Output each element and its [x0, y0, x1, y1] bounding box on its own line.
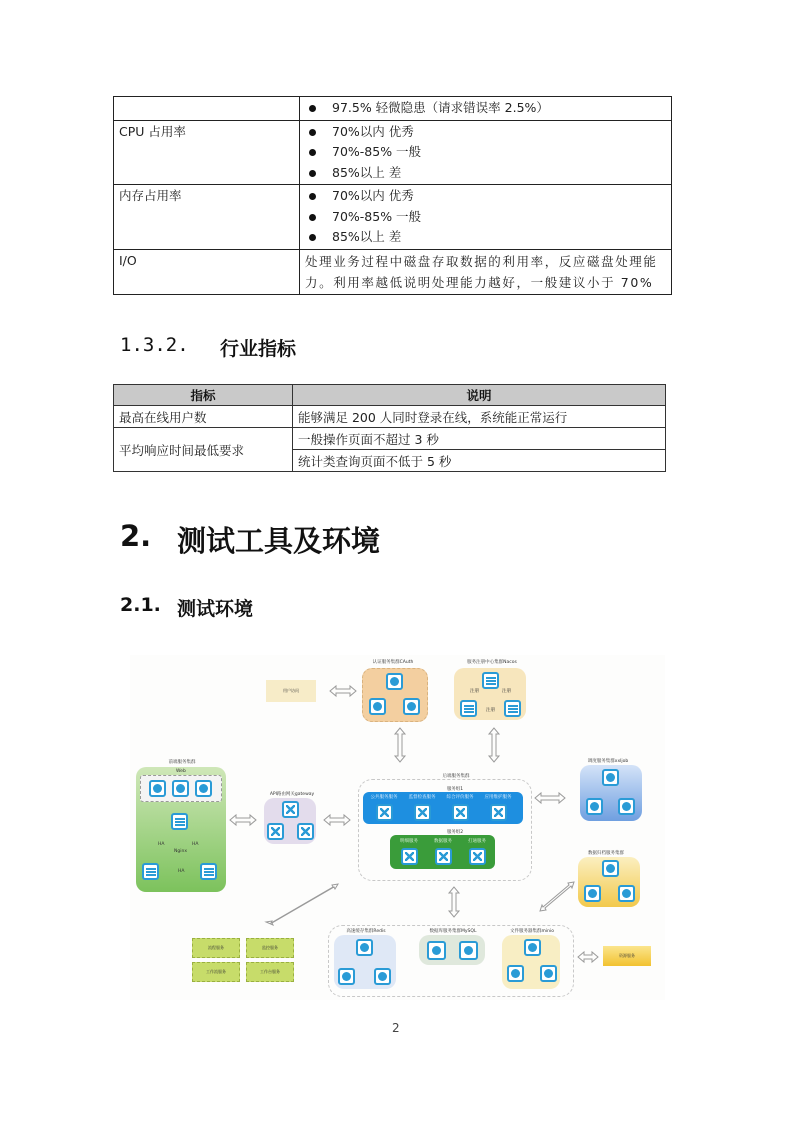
file-server-icon: [507, 965, 524, 982]
service-icon: [401, 848, 418, 865]
table-header-row: [114, 385, 666, 406]
scheduler-icon: [602, 769, 619, 786]
indicator-desc: 统计类查询页面不低于 5 秒: [293, 450, 666, 472]
heading-number: 1.3.2.: [120, 334, 189, 356]
workflow-service: 工作流服务: [192, 962, 240, 982]
service-label: 监督检查服务: [408, 795, 436, 800]
archive-cluster-label: 数据归档服务集群: [588, 851, 624, 856]
gateway-cluster-label: API路由网关gateway: [269, 792, 315, 797]
web-server-icon: [172, 780, 189, 797]
architecture-diagram: [130, 655, 665, 1000]
auth-server-icon: [369, 698, 386, 715]
heading-number: 2.1.: [120, 594, 161, 616]
archive-icon: [602, 860, 619, 877]
metric-name: CPU 占用率: [114, 120, 300, 185]
table-row: [114, 185, 672, 250]
bullet-item: 85%以上 差: [305, 163, 666, 184]
heading-number: 2.: [120, 519, 152, 553]
service-group1-label: 服务组1: [446, 787, 464, 792]
service-icon: [414, 804, 431, 821]
heading-title: 测试环境: [177, 598, 254, 620]
indicator-name: 平均响应时间最低要求: [114, 428, 293, 472]
file-server-icon: [524, 939, 541, 956]
table-row: [114, 428, 666, 450]
column-header: 说明: [293, 385, 666, 406]
nginx-label: Nginx: [174, 849, 187, 854]
registry-server-icon: [482, 672, 499, 689]
service-label: 综合评价服务: [446, 795, 474, 800]
metric-name: I/O: [114, 249, 300, 294]
auth-server-icon: [403, 698, 420, 715]
gateway-icon: [282, 801, 299, 818]
table-row: [114, 406, 666, 428]
section-heading-1-3-2: [120, 334, 297, 360]
nginx-icon: [142, 863, 159, 880]
bullet-item: 70%以内 优秀: [305, 122, 666, 143]
section-heading-2: [120, 519, 381, 558]
workbench-service: 工作台服务: [246, 962, 294, 982]
service-group2: [390, 835, 495, 869]
industry-table: [113, 384, 666, 472]
bullet-item: 85%以上 差: [305, 227, 666, 248]
metric-desc: [300, 120, 672, 185]
gateway-icon: [267, 823, 284, 840]
archive-icon: [584, 885, 601, 902]
metric-desc: [300, 97, 672, 121]
metric-name: 内存占用率: [114, 185, 300, 250]
registry-server-icon: [460, 700, 477, 717]
web-server-icon: [195, 780, 212, 797]
bullet-item: 70%-85% 一般: [305, 207, 666, 228]
user-access-node: 用户访问: [266, 680, 316, 702]
file-server-icon: [540, 965, 557, 982]
indicator-name: 最高在线用户数: [114, 406, 293, 428]
edge-label: HA: [192, 842, 199, 847]
frontend-cluster: [136, 767, 226, 892]
metric-name: [114, 97, 300, 121]
auth-cluster-label: 认证服务集群CAuth: [372, 660, 414, 665]
service-icon: [490, 804, 507, 821]
service-group2-label: 服务组2: [446, 830, 464, 835]
registry-cluster: [454, 668, 526, 720]
service-icon: [376, 804, 393, 821]
scheduler-cluster: [580, 765, 642, 821]
registry-server-icon: [504, 700, 521, 717]
service-group1: [363, 792, 523, 824]
bullet-item: 97.5% 轻微隐患（请求错误率 2.5%）: [305, 98, 666, 119]
cache-cluster: [334, 935, 396, 989]
archive-cluster: [578, 857, 640, 907]
db-cluster-label: 数据库服务集群MySQL: [429, 929, 477, 934]
cache-icon: [338, 968, 355, 985]
gateway-cluster: [264, 798, 316, 844]
indicator-desc: 能够满足 200 人同时登录在线，系统能正常运行: [293, 406, 666, 428]
metric-desc: [300, 185, 672, 250]
column-header: 指标: [114, 385, 293, 406]
database-icon: [459, 941, 478, 960]
scheduler-cluster-label: 调度服务集群xxljob: [587, 759, 629, 764]
db-cluster: [419, 935, 485, 965]
edge-label: HA: [158, 842, 165, 847]
process-service: 流程服务: [192, 938, 240, 958]
edge-label: HA: [178, 869, 185, 874]
cache-cluster-label: 高速缓存集群Redis: [346, 929, 386, 934]
table-row: [114, 249, 672, 294]
service-label: 打通服务: [468, 839, 486, 844]
cache-icon: [356, 939, 373, 956]
heading-title: 行业指标: [220, 338, 297, 360]
service-icon: [469, 848, 486, 865]
nginx-icon: [171, 813, 188, 830]
page-number: 2: [392, 1021, 400, 1035]
edge-label: 注册: [470, 689, 479, 694]
service-icon: [452, 804, 469, 821]
edge-label: 注册: [486, 708, 495, 713]
section-heading-2-1: [120, 594, 254, 620]
file-cluster-label: 文件服务器集群minio: [510, 929, 554, 934]
bullet-item: 70%以内 优秀: [305, 186, 666, 207]
auth-server-icon: [386, 673, 403, 690]
archive-icon: [618, 885, 635, 902]
indicator-desc: 一般操作页面不超过 3 秒: [293, 428, 666, 450]
frontend-cluster-label: 前端服务集群: [168, 760, 196, 765]
nginx-icon: [200, 863, 217, 880]
scheduler-icon: [618, 798, 635, 815]
gateway-icon: [297, 823, 314, 840]
heading-title: 测试工具及环境: [177, 524, 381, 558]
web-label: Web: [176, 769, 186, 774]
table-row: [114, 120, 672, 185]
service-icon: [435, 848, 452, 865]
registry-cluster-label: 服务注册中心集群Nacos: [467, 660, 517, 665]
backend-cluster-label: 后端服务集群: [442, 774, 470, 779]
service-label: 应用维护服务: [484, 795, 512, 800]
file-cluster: [502, 935, 560, 989]
metrics-table: [113, 96, 672, 295]
web-server-icon: [149, 780, 166, 797]
database-icon: [427, 941, 446, 960]
metric-desc: 处理业务过程中磁盘存取数据的利用率，反应磁盘处理能力。利用率越低说明处理能力越好，一般建议小于 70%: [300, 249, 672, 294]
service-label: 公共服务服务: [370, 795, 398, 800]
cache-icon: [374, 968, 391, 985]
monitor-service: 监控服务: [246, 938, 294, 958]
service-label: 明细服务: [400, 839, 418, 844]
service-label: 数据服务: [434, 839, 452, 844]
edge-label: 注册: [502, 689, 511, 694]
bullet-item: 70%-85% 一般: [305, 142, 666, 163]
auth-cluster: [362, 668, 428, 722]
resource-access-node: 资源服务: [603, 946, 651, 966]
table-row: [114, 97, 672, 121]
web-group: [140, 775, 222, 802]
scheduler-icon: [586, 798, 603, 815]
